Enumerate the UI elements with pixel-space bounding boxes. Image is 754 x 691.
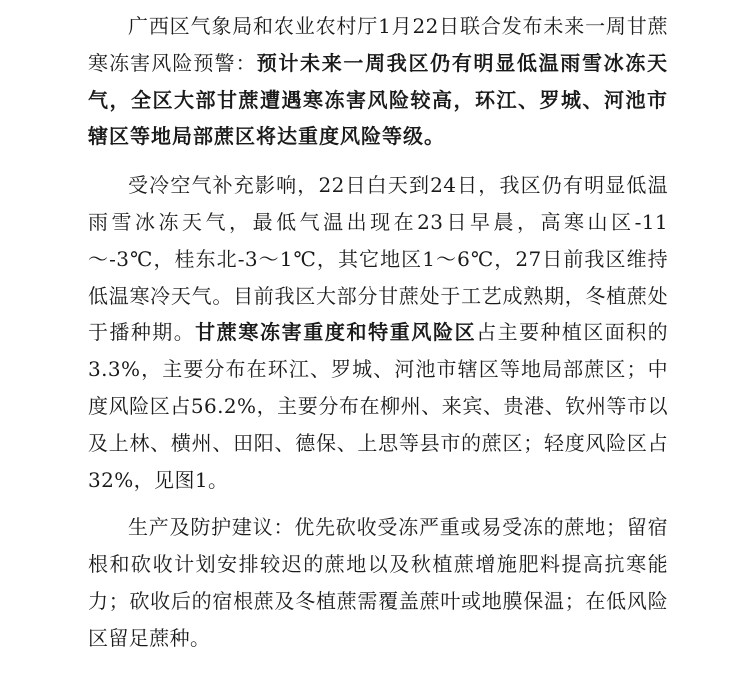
warning-intro-text: 广西区气象局和农业农村厅1月22日联合发布未来一周甘蔗寒冻害风险预警： — [88, 14, 668, 75]
advice-text: 生产及防护建议：优先砍收受冻严重或易受冻的蔗地；留宿根和砍收计划安排较迟的蔗地以及秋植蔗增施肥料提高抗寒能力；砍收后的宿根蔗及冬植蔗需覆盖蔗叶或地膜保温；在低风险区留足蔗种。 — [88, 515, 668, 650]
advice-paragraph — [88, 509, 668, 656]
severe-risk-label-bold: 甘蔗寒冻害重度和特重风险区 — [195, 320, 477, 345]
warning-paragraph — [88, 8, 668, 155]
document-body — [88, 8, 668, 668]
warning-summary-bold: 预计未来一周我区仍有明显低温雨雪冰冻天气，全区大部甘蔗遭遇寒冻害风险较高，环江、罗城、河池市辖区等地局部蔗区将达重度风险等级。 — [88, 50, 669, 149]
forecast-paragraph — [88, 167, 668, 498]
forecast-text: 受冷空气补充影响，22日白天到24日，我区仍有明显低温雨雪冰冻天气，最低气温出现在23日早晨，高寒山区-11～-3℃，桂东北-3～1℃，其它地区1～6℃，27日前我区维持低温寒冷天气。目前我区大部分甘蔗处于工艺成熟期，冬植蔗处于播种期。 — [88, 173, 668, 345]
risk-distribution-text: 占主要种植区面积的3.3%，主要分布在环江、罗城、河池市辖区等地局部蔗区；中度风险区占56.2%，主要分布在柳州、来宾、贵港、钦州等市以及上林、横州、田阳、德保、上思等县市的蔗区；轻度风险区占32%，见图1。 — [88, 320, 668, 492]
